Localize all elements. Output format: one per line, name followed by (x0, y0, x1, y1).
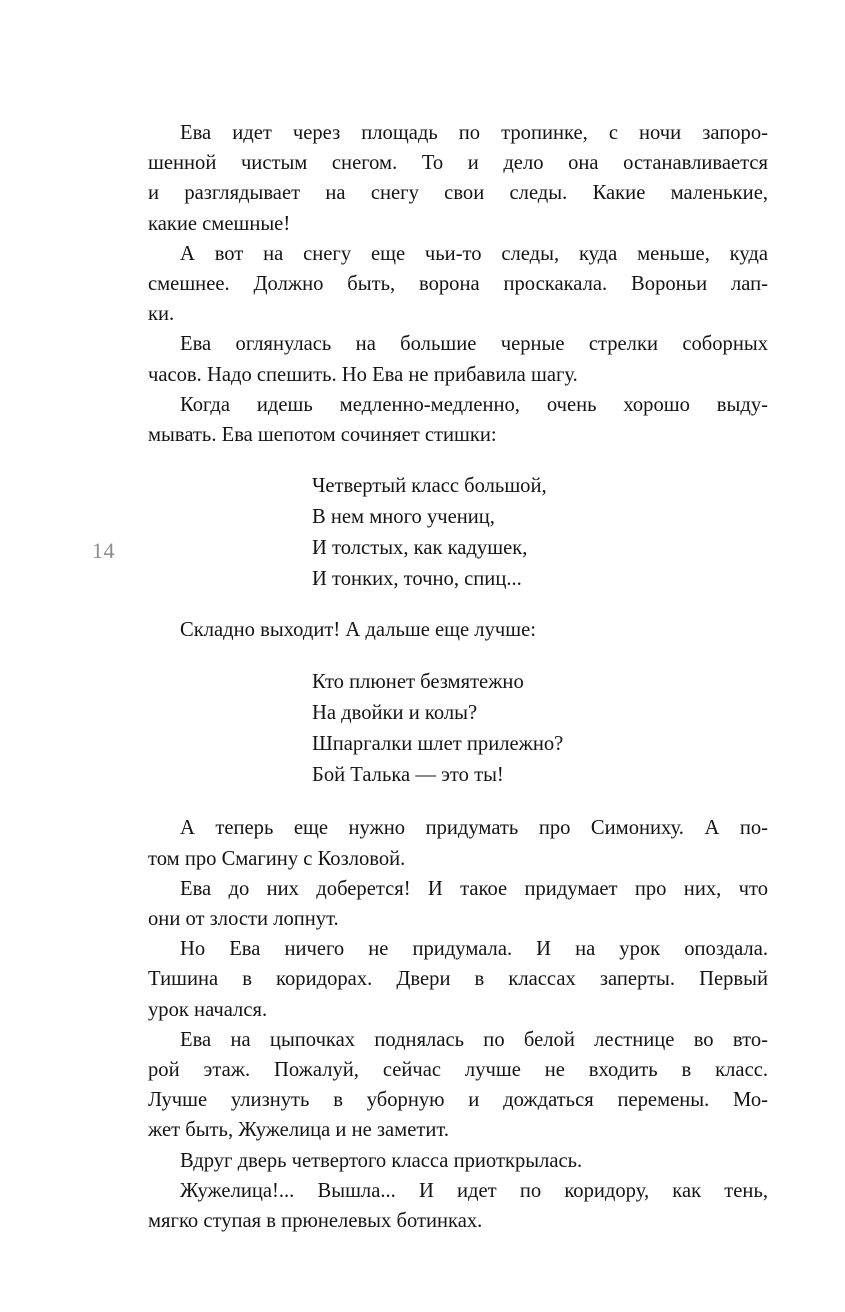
text-line: Вдруг дверь четвертого класса приоткрылась. (180, 1149, 583, 1172)
paragraph (148, 390, 768, 450)
text-line: рой этаж. Пожалуй, сейчас лучше не входить в класс. (148, 1059, 768, 1082)
verse-line: На двойки и колы? (312, 702, 478, 725)
verse-spacer (148, 791, 768, 813)
text-line: Но Ева ничего не придумала. И на урок опоздала. (180, 938, 768, 961)
text-line: урок начался. (148, 998, 268, 1021)
paragraph (148, 615, 768, 645)
paragraph (148, 239, 768, 330)
paragraph (148, 329, 768, 389)
paragraph (148, 934, 768, 1025)
text-line: какие смешные! (148, 212, 291, 235)
paragraph (148, 1025, 768, 1146)
text-line: Жужелица!... Вышла... И идет по коридору, как тень, (180, 1179, 768, 1202)
text-line: Ева на цыпочках поднялась по белой лестнице во вто- (180, 1028, 768, 1051)
paragraph (148, 1176, 768, 1236)
text-line: мывать. Ева шепотом сочиняет стишки: (148, 424, 497, 447)
verse-spacer (148, 450, 768, 471)
verse-line: В нем много учениц, (312, 506, 495, 529)
verse-block-one (312, 471, 768, 595)
verse-line: Шпаргалки шлет прилежно? (312, 733, 564, 756)
verse-line: Четвертый класс большой, (312, 475, 547, 498)
text-line: Когда идешь медленно-медленно, очень хорошо выду- (180, 393, 768, 416)
verse-spacer (148, 595, 768, 615)
paragraph (148, 813, 768, 873)
text-line: А вот на снегу еще чьи-то следы, куда меньше, куда (180, 242, 768, 265)
verse-spacer (148, 645, 768, 667)
verse-line: И тонких, точно, спиц... (312, 568, 522, 591)
verse-line: Бой Талька — это ты! (312, 764, 504, 787)
paragraph (148, 874, 768, 934)
text-column (148, 118, 768, 1236)
text-line: и разглядывает на снегу свои следы. Какие маленькие, (148, 182, 768, 205)
text-line: А теперь еще нужно придумать про Симониху. А по- (180, 817, 768, 840)
text-line: Складно выходит! А дальше еще лучше: (180, 619, 536, 642)
text-line: жет быть, Жужелица и не заметит. (148, 1119, 449, 1142)
text-line: шенной чистым снегом. То и дело она останавливается (148, 152, 768, 175)
verse-line: Кто плюнет безмятежно (312, 671, 524, 694)
text-line: Ева идет через площадь по тропинке, с ночи запоро- (180, 122, 768, 144)
paragraph (148, 118, 768, 239)
text-line: том про Смагину с Козловой. (148, 847, 406, 870)
page-number: 14 (92, 538, 115, 563)
paragraph (148, 1146, 768, 1176)
verse-line: И толстых, как кадушек, (312, 537, 528, 560)
verse-block-two (312, 667, 768, 791)
text-line: смешнее. Должно быть, ворона проскакала. Вороньи лап- (148, 273, 768, 296)
text-line: они от злости лопнут. (148, 908, 339, 931)
text-line: часов. Надо спешить. Но Ева не прибавила шагу. (148, 363, 578, 386)
text-line: Лучше улизнуть в уборную и дождаться перемены. Мо- (148, 1089, 768, 1112)
text-line: ки. (148, 303, 175, 326)
text-line: Ева оглянулась на большие черные стрелки соборных (180, 333, 768, 356)
text-line: мягко ступая в прюнелевых ботинках. (148, 1210, 483, 1233)
text-line: Ева до них доберется! И такое придумает про них, что (180, 877, 768, 900)
text-line: Тишина в коридорах. Двери в классах заперты. Первый (148, 968, 768, 991)
